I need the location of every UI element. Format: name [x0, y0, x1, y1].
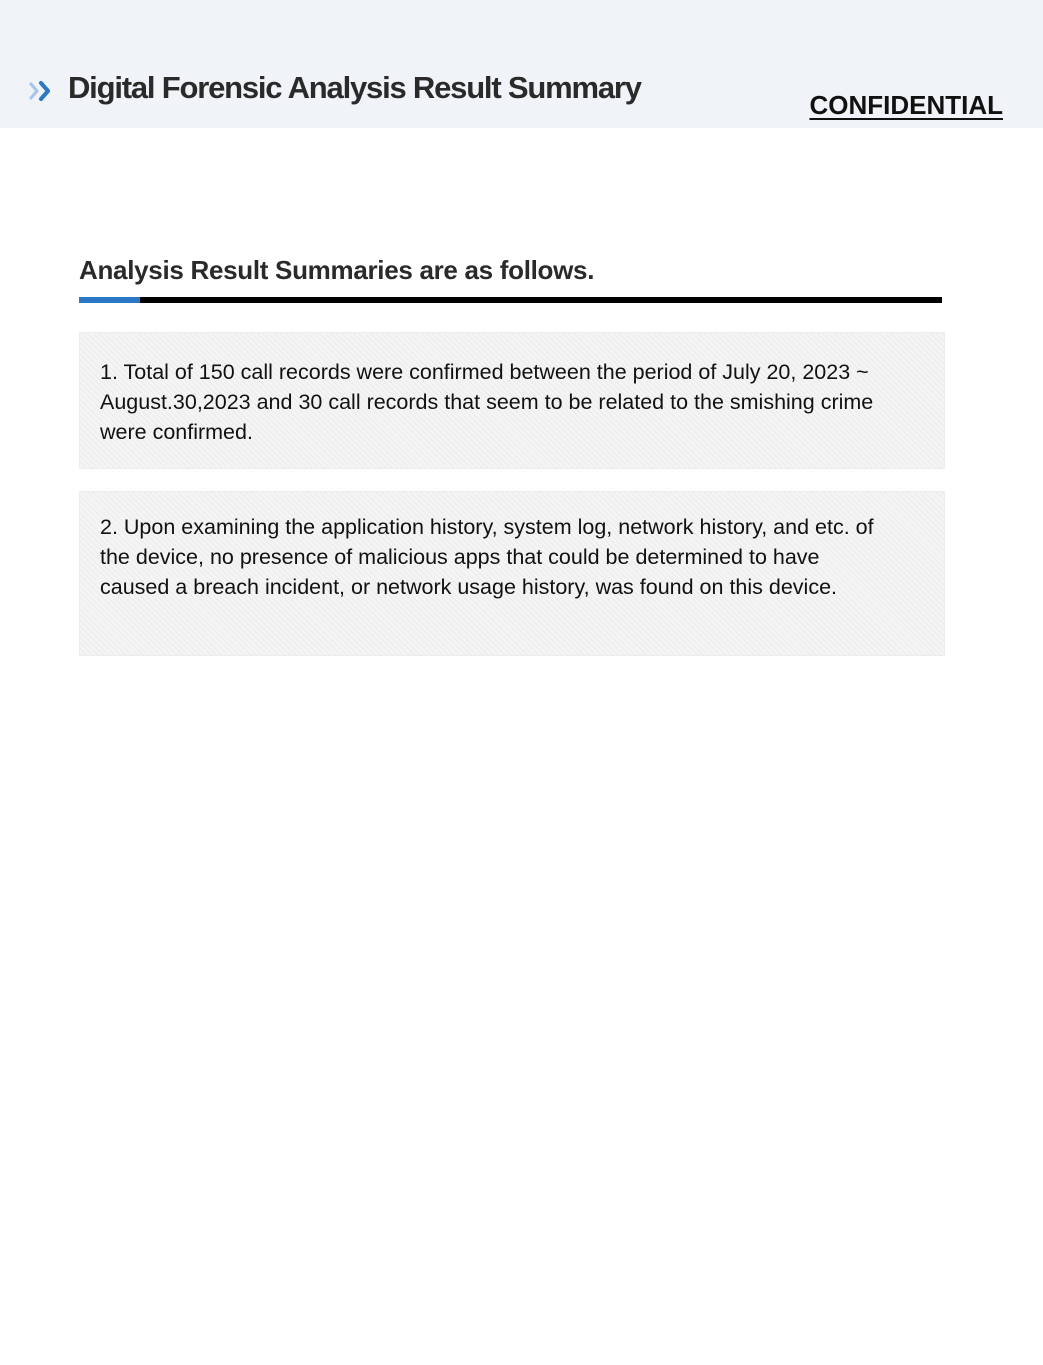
finding-box-1: [79, 332, 945, 469]
page-title: Digital Forensic Analysis Result Summary: [68, 70, 641, 105]
finding-text-2: 2. Upon examining the application history, system log, network history, and etc. of the device, no presence of malicious apps that could be determined to have caused a breach incident, or network usage history, was found on this device.: [100, 515, 874, 599]
section-divider-accent: [79, 297, 140, 303]
double-chevron-right-icon: [28, 79, 54, 103]
header-band: [0, 0, 1043, 128]
confidential-label: CONFIDENTIAL: [809, 90, 1003, 120]
finding-box-2: [79, 491, 945, 656]
section-heading: Analysis Result Summaries are as follows.: [79, 255, 595, 285]
finding-text-1: 1. Total of 150 call records were confirmed between the period of July 20, 2023 ~ August.30,2023 and 30 call records that seem to be related to the smishing crime were confirmed.: [100, 360, 874, 444]
section-divider: [79, 297, 942, 303]
